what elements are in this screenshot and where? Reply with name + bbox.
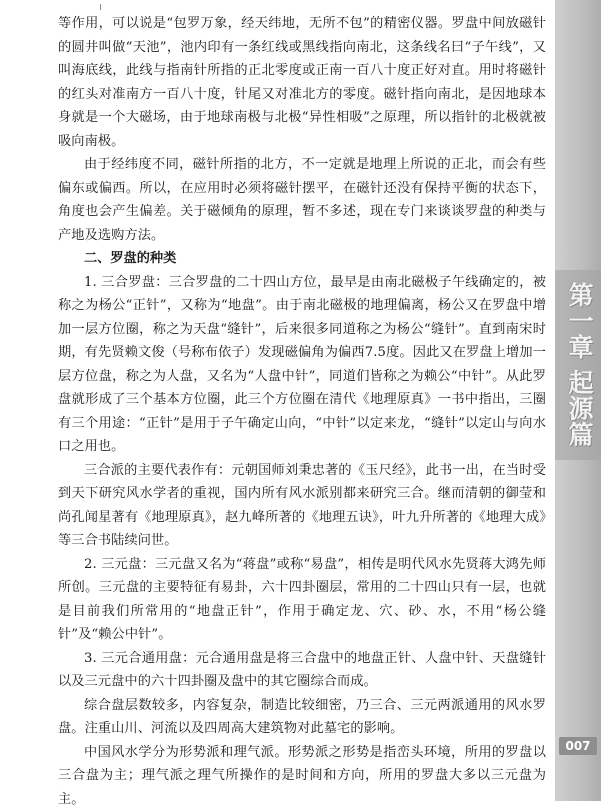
paragraph: 由于经纬度不同，磁针所指的北方，不一定就是地理上所说的正北，而会有些偏东或偏西。所以，在应用时必须将磁针摆平，在磁针还没有保持平衡的状态下，角度也会产生偏差。关于磁倾角的原理，暂不多述，现在专门来谈谈罗盘的种类与产地及选购方法。 (58, 153, 546, 247)
paragraph: 等作用，可以说是“包罗万象，经天纬地，无所不包”的精密仪器。罗盘中间放磁针的圆井叫做“天池”，池内印有一条红线或黑线指向南北，这条线名曰“子午线”，又叫海底线，此线与指南针所指的正北零度或正南一百八十度正好对直。用时将磁针的红头对准南方一百八十度，针尾又对准北方的零度。磁针指向南北，是因地球本身就是一个大磁场，由于地球南极与北极“异性相吸”之原理，所以指针的北极就被吸向南极。 (58, 12, 546, 153)
paragraph: 3. 三元合通用盘：元合通用盘是将三合盘中的地盘正针、人盘中针、天盘缝针以及三元盘中的六十四卦圈及盘中的其它圈综合而成。 (58, 647, 546, 694)
paragraph: 2. 三元盘：三元盘又名为“蒋盘”或称“易盘”，相传是明代风水先贤蒋大鸿先师所创。三元盘的主要特征有易卦，六十四卦圈层，常用的二十四山只有一层，也就是目前我们所常用的“地盘正针”，作用于确定龙、穴、砂、水，不用“杨公缝针”及“赖公中针”。 (58, 553, 546, 647)
chapter-label: 第一章 起源篇 (557, 282, 599, 448)
page-number: 007 (559, 737, 597, 755)
section-heading: 二、罗盘的种类 (58, 247, 546, 271)
paragraph: 三合派的主要代表作有：元朝国师刘秉忠著的《玉尺经》，此书一出，在当时受到天下研究风水学者的重视，国内所有风水派别都来研究三合。继而清朝的御莹和尚孔闻星著有《地理原真》，赵九峰所著的《地理五诀》，叶九升所著的《地理大成》等三合书陆续问世。 (58, 459, 546, 553)
body-text-column (58, 12, 546, 811)
paragraph: 综合盘层数较多，内容复杂，制造比较细密，乃三合、三元两派通用的风水罗盘。注重山川、河流以及四周高大建筑物对此墓宅的影响。 (58, 694, 546, 741)
paragraph: 中国风水学分为形势派和理气派。形势派之形势是指峦头环境，所用的罗盘以三合盘为主；理气派之理气所操作的是时间和方向，所用的罗盘大多以三元盘为主。 (58, 741, 546, 811)
chapter-side-tab (555, 0, 601, 801)
paragraph: 1. 三合罗盘：三合罗盘的二十四山方位，最早是由南北磁极子午线确定的，被称之为杨公“正针”，又称为“地盘”。由于南北磁极的地理偏离，杨公又在罗盘中增加一层方位圈，称之为天盘“缝针”，后来很多同道称之为杨公“缝针”。直到南宋时期，有先贤赖文俊（号称布依子）发现磁偏角为偏西7.5度。因此又在罗盘上增加一层方位盘，称之为人盘，又名为“人盘中针”，同道们皆称之为赖公“中针”。从此罗盘就形成了三个基本方位圈，此三个方位圈在清代《地理原真》一书中指出，三圈有三个用途：“正针”是用于子午确定山向，“中针”以定来龙，“缝针”以定山与向水口之用也。 (58, 271, 546, 459)
page-crop-mark (100, 4, 101, 10)
